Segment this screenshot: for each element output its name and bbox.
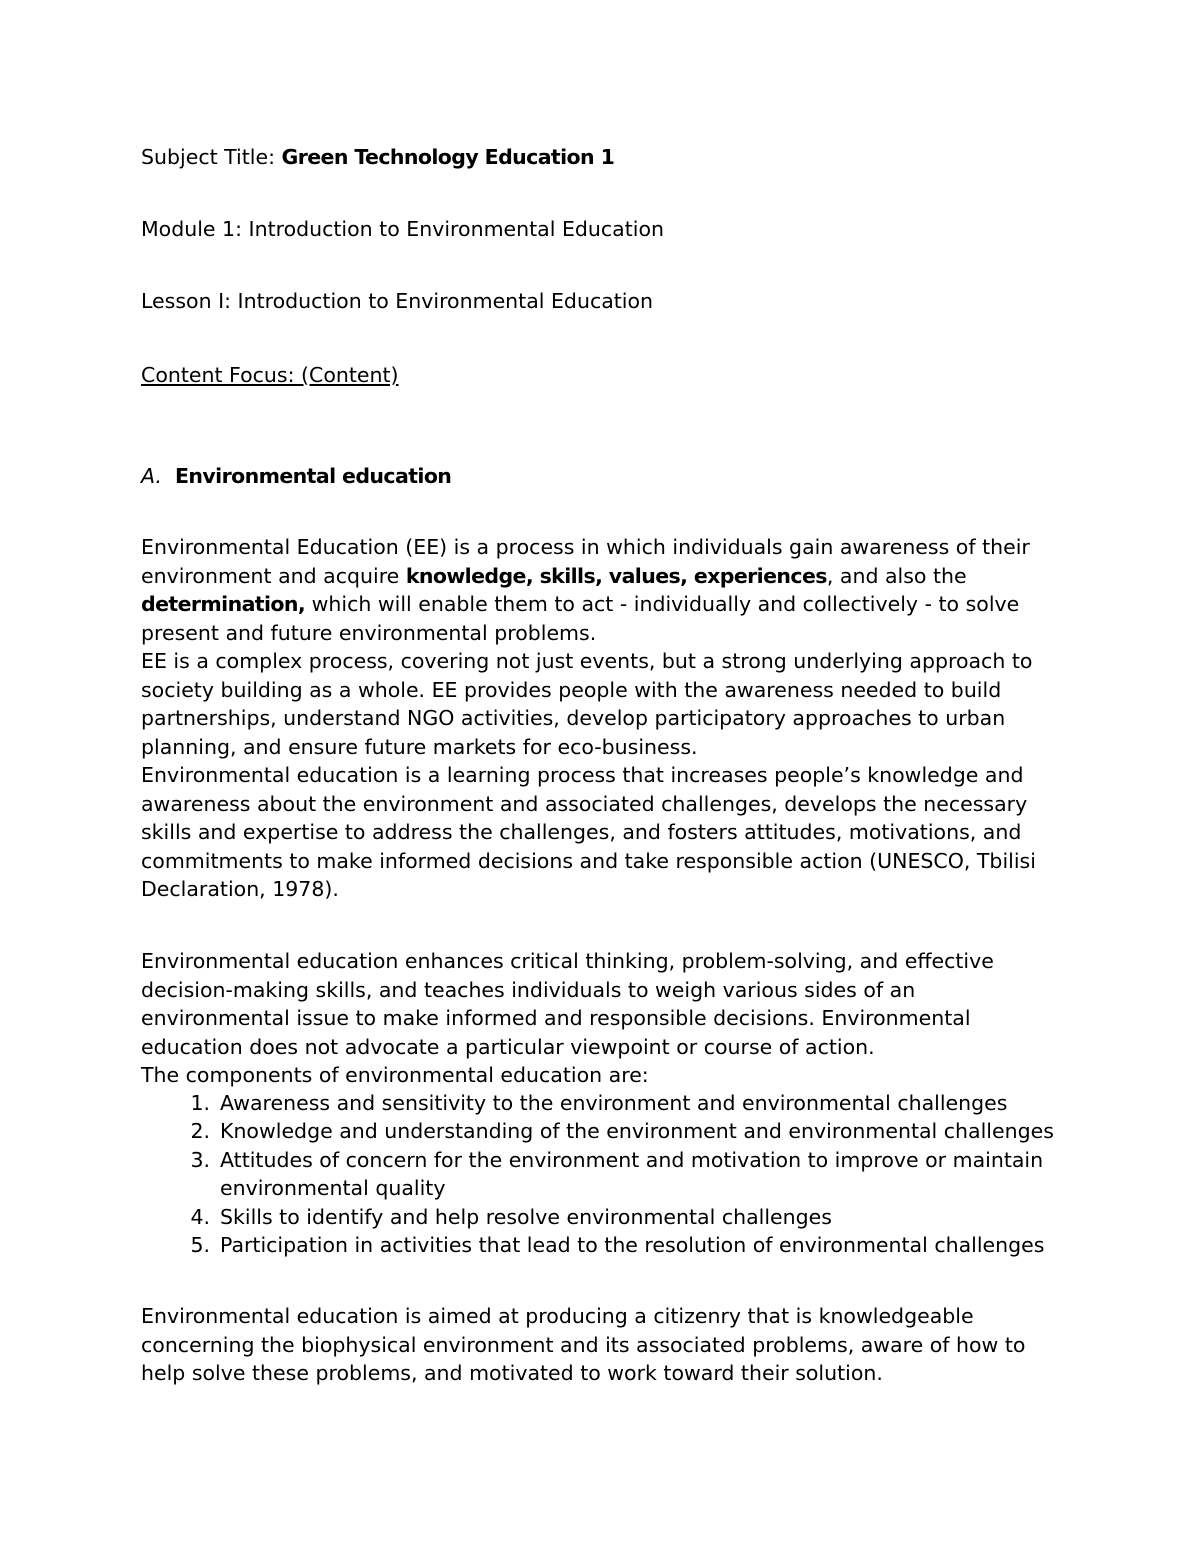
subject-title (141, 143, 614, 171)
list-item-text: Participation in activities that lead to the resolution of environmental challenges (220, 1233, 1045, 1258)
list-item (141, 1231, 1081, 1259)
section-a-title: Environmental education (175, 464, 452, 488)
ee-definition-block (141, 533, 1046, 904)
closing-paragraph: Environmental education is aimed at producing a citizenry that is knowledgeable concerning the biophysical environment and its associated problems, aware of how to help solve these problems, and motivated to work toward their solution. (141, 1304, 1026, 1385)
subject-title-label: Subject Title: (141, 145, 282, 169)
ee-determination-term: determination, (141, 592, 306, 616)
list-item (141, 1203, 1081, 1231)
list-item-number: 2. (190, 1119, 210, 1144)
ee-enhances-paragraph: Environmental education enhances critical thinking, problem-solving, and effective decision-making skills, and teaches individuals to weigh various sides of an environmental issue to make informed and responsible decisions. Environmental education does not advocate a particular viewpoint or course of action. (141, 949, 994, 1059)
components-list (141, 1089, 1081, 1259)
ee-definition-paragraph (141, 533, 1046, 647)
list-item-number: 3. (190, 1147, 210, 1172)
content-focus-heading: Content Focus: (Content) (141, 363, 399, 387)
list-item (141, 1089, 1081, 1117)
list-item-text: Attitudes of concern for the environment and motivation to improve or maintain environmental quality (220, 1147, 1044, 1201)
ee-definition-text-2: , and also the (826, 563, 967, 588)
section-a-letter: A. (141, 464, 162, 488)
ee-definition-text-3: which will enable them to act - individually and collectively - to solve present and future environmental problems. (141, 592, 1020, 645)
list-item-number: 5. (190, 1233, 210, 1258)
list-item-text: Awareness and sensitivity to the environment and environmental challenges (220, 1091, 1008, 1115)
module-title: Module 1: Introduction to Environmental Education (141, 217, 665, 241)
section-a-heading (141, 462, 451, 490)
list-item-number: 4. (190, 1204, 210, 1229)
ee-definition-text-1: Environmental Education (EE) is a process in which individuals gain awareness of their environment and acquire (141, 535, 1030, 588)
ee-key-terms: knowledge, skills, values, experiences (405, 563, 827, 588)
list-item-text: Skills to identify and help resolve environmental challenges (220, 1204, 832, 1229)
list-item-number: 1. (190, 1091, 210, 1115)
ee-learning-process-paragraph: Environmental education is a learning process that increases people’s knowledge and awareness about the environment and associated challenges, develops the necessary skills and expertise to address the challenges, and fosters attitudes, motivations, and commitments to make informed decisions and take responsible action (UNESCO, Tbilisi Declaration, 1978). (141, 763, 1036, 901)
components-intro: The components of environmental education are: (141, 1063, 649, 1087)
list-item-text: Knowledge and understanding of the environment and environmental challenges (220, 1119, 1054, 1144)
list-item (141, 1117, 1081, 1145)
list-item (141, 1146, 1081, 1203)
lesson-title: Lesson I: Introduction to Environmental Education (141, 289, 654, 313)
subject-title-value: Green Technology Education 1 (281, 145, 615, 169)
ee-complex-process-paragraph: EE is a complex process, covering not just events, but a strong underlying approach to society building as a whole. EE provides people with the awareness needed to build partnerships, understand NGO activities, develop participatory approaches to urban planning, and ensure future markets for eco-business. (141, 649, 1033, 759)
